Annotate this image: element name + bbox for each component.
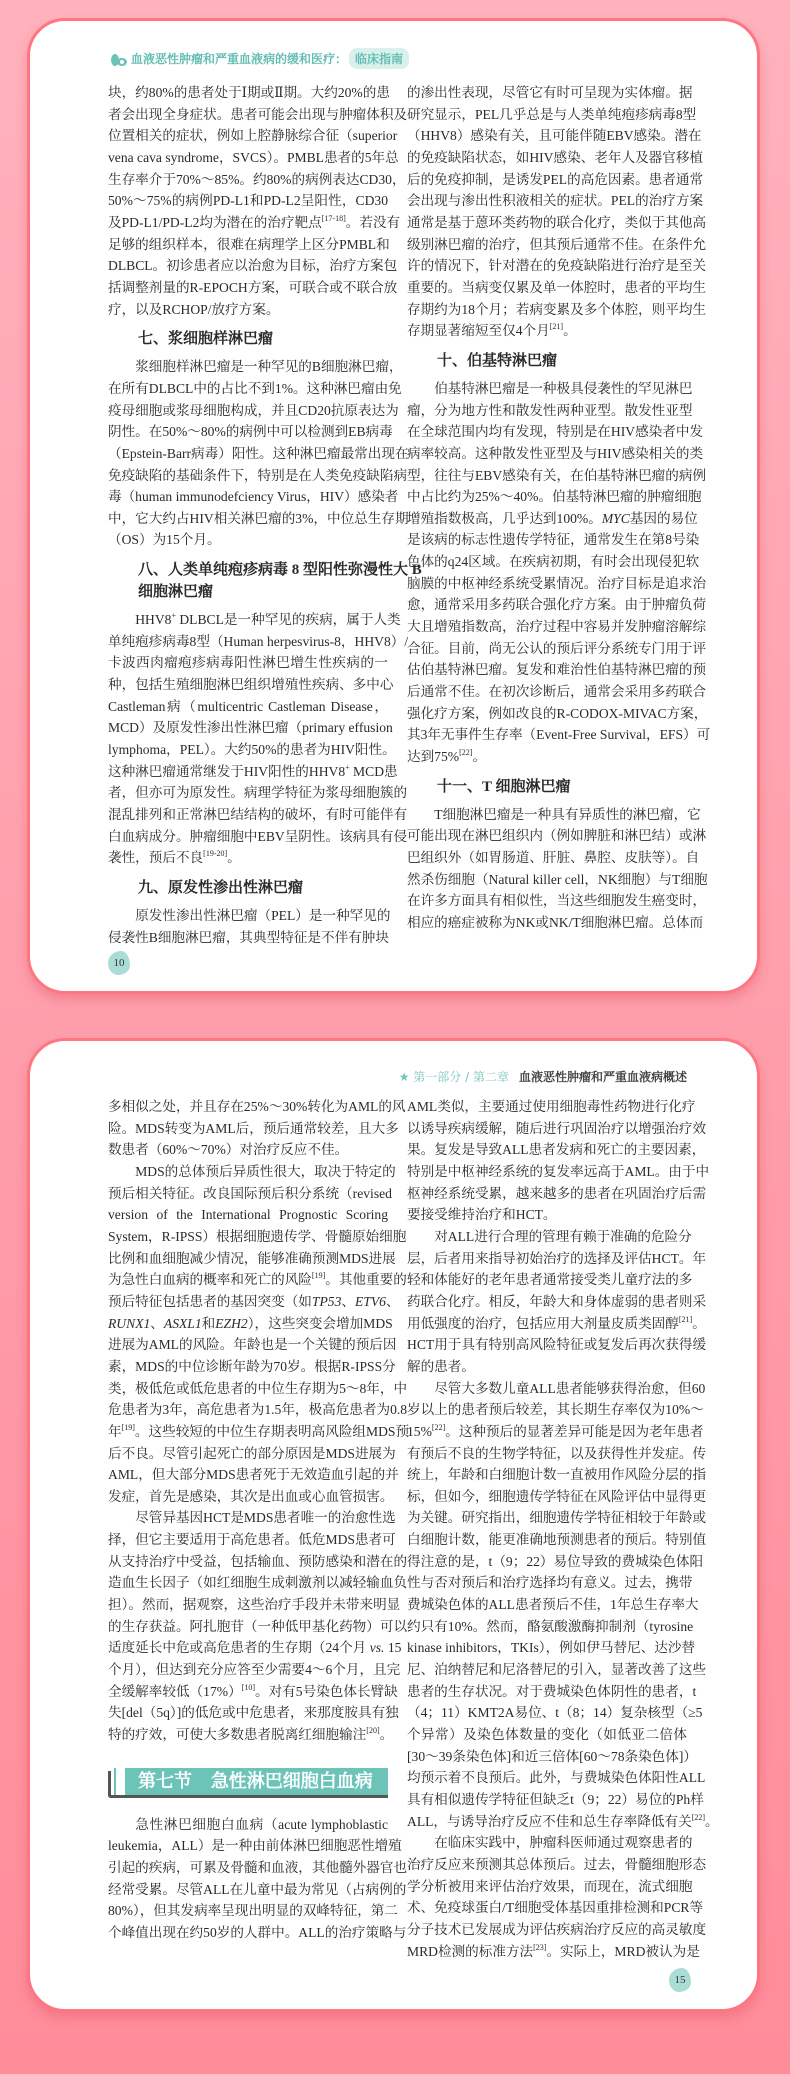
text-line: 80%），但其发病率呈现出明显的双峰特征，第二 [108, 1903, 398, 1919]
text-line: 免疫缺陷的基础条件下，特别是在人类免疫缺陷病 [108, 467, 408, 483]
banner-strip [116, 1768, 125, 1795]
text-run: 。对有5号染色体长臂缺 [255, 1683, 398, 1699]
text-line: System，R-IPSS）根据细胞遗传学、骨髓原始细胞 [108, 1228, 407, 1244]
text-run: 年 [108, 1423, 122, 1439]
text-line: lymphoma，PEL）。大约50%的患者为HIV阳性。 [108, 742, 396, 758]
text-line: 数患者（60%～70%）对治疗反应不佳。 [108, 1142, 349, 1158]
text-line: [30～39条染色体]和近三倍体[60～78条染色体]） [407, 1748, 697, 1764]
text-line: 会出现与渗出性积液相关的症状。PEL的治疗方案 [407, 193, 704, 209]
citation-superscript: + [171, 611, 176, 621]
text-line: 白血病成分。肿瘤细胞中EBV呈阴性。该病具有侵 [108, 828, 408, 844]
text-line: 侵袭性B细胞淋巴瘤，其典型特征是不伴有肿块 [108, 929, 389, 945]
book-page-15 [27, 1038, 760, 2012]
text-run: 为急性白血病的概率和死亡的风险 [108, 1272, 312, 1288]
heading-line: 八、人类单纯疱疹病毒 8 型阳性弥漫性大 B [138, 562, 422, 579]
text-line: 进展为AML的风险。年龄也是一个关键的预后因 [108, 1337, 397, 1353]
paragraph [407, 804, 708, 934]
text-line: 约只有10%。然而，酪氨酸激酶抑制剂（tyrosine [407, 1618, 694, 1634]
section-heading: 急性淋巴细胞白血病 [210, 1770, 373, 1792]
text-line: 经常受累。尽管ALL在儿童中最为常见（占病例的 [108, 1881, 407, 1897]
text-line: 原发性渗出性淋巴瘤（PEL）是一种罕见的 [135, 908, 391, 923]
heading-line: 十、伯基特淋巴瘤 [437, 352, 558, 369]
running-header [399, 1068, 687, 1085]
citation-superscript: [19-20] [203, 849, 228, 859]
text-line: 中占比约为25%～40%。伯基特淋巴瘤的肿瘤细胞 [407, 489, 702, 505]
text-line: （4；11）KMT2A易位、t（8；14）复杂核型（≥5 [407, 1705, 703, 1721]
text-line: 合征。目前，尚无公认的预后评分系统专门用于评 [407, 640, 707, 656]
text-line: 在许多方面具有相似性，当这些细胞发生癌变时， [407, 893, 707, 909]
text-run: 15 [384, 1640, 402, 1656]
text-run: HHV8 [135, 612, 172, 628]
heading-line: 细胞淋巴瘤 [138, 584, 214, 601]
text-run: 用低强度的治疗，包括应用大剂量皮质类固醇 [407, 1315, 679, 1331]
text-line: 色体的q24区域。在疾病初期，有时会出现侵犯软 [407, 554, 700, 570]
text-line: 块，约80%的患者处于Ⅰ期或Ⅱ期。大约20%的患 [108, 85, 390, 100]
text-line: 在所有DLBCL中的占比不到1%。这种淋巴瘤由免 [108, 380, 402, 396]
text-line [108, 1269, 407, 1291]
text-line: 50%～75%的病例PD-L1和PD-L2呈阳性，CD30 [108, 193, 388, 209]
text-line: Castleman病（multicentric Castleman Disease， [108, 698, 388, 714]
text-line: 在临床实践中，肿瘤科医师通过观察患者的 [434, 1835, 693, 1851]
text-line [108, 847, 388, 869]
heading-line: 十一、T 细胞淋巴瘤 [437, 778, 571, 795]
text-run: 达到75% [407, 749, 460, 765]
text-line: 疫母细胞或浆母细胞构成，并且CD20抗原表达为 [108, 402, 399, 418]
text-run: DLBCL是一种罕见的疾病，属于人类 [175, 612, 401, 628]
paragraph [108, 1161, 410, 1508]
citation-superscript: [21] [549, 322, 564, 332]
text-line: 愈，通常采用多药联合强化疗方案。由于肿瘤负荷 [407, 597, 707, 613]
text-line [407, 320, 687, 342]
page-number: 15 [669, 1968, 691, 1992]
citation-superscript: + [345, 762, 350, 772]
text-line: 统上，年龄和白细胞计数一直被用作风险分层的指 [407, 1467, 707, 1483]
text-run: 。 [379, 1727, 394, 1743]
text-line: 尽管大多数儿童ALL患者能够获得治愈，但60 [434, 1380, 706, 1396]
text-run: 预后特征包括患者的基因突变（如 [108, 1293, 312, 1309]
text-line: 括调整剂量的R-EPOCH方案，可联合或不联合放 [108, 279, 398, 295]
text-run: ALL，与诱导治疗反应不佳和总生存率降低有关 [407, 1813, 692, 1829]
text-line: 分子技术已发展成为评估疾病治疗反应的高灵敏度 [407, 1921, 707, 1937]
text-line [108, 609, 401, 631]
text-run: 特的疗效，可使大多数患者脱离红细胞输注 [108, 1727, 367, 1743]
text-line: 对ALL进行合理的管理有赖于准确的危险分 [434, 1228, 692, 1244]
text-line: kinase inhibitors，TKIs），例如伊马替尼、达沙替 [407, 1640, 696, 1656]
text-line: 尼、泊纳替尼和尼洛替尼的引入，显著改善了这些 [407, 1662, 707, 1678]
subsection-heading [407, 776, 687, 798]
text-line: 的免疫缺陷状态，如HIV感染、老年人及器官移植 [407, 149, 704, 165]
citation-superscript: [22] [431, 1422, 446, 1432]
text-line: 具有相似遗传学特征但缺乏t（9；22）易位的Ph样 [407, 1792, 704, 1807]
text-run: ），这些突变会增加MDS [247, 1315, 393, 1331]
text-line: 造血生长因子（如红细胞生成刺激剂以减轻输血负 [108, 1575, 408, 1591]
left-column [108, 82, 422, 948]
text-line: 卡波西肉瘤疱疹病毒阳性淋巴增生性疾病的一 [108, 655, 388, 671]
text-line: 以诱导疾病缓解，随后进行巩固治疗以增强治疗效 [407, 1120, 707, 1136]
text-line: （HHV8）感染有关，且可能伴随EBV感染。潜在 [407, 128, 702, 144]
text-run: 。这种预后的显著差异可能是因为老年患者 [445, 1423, 704, 1439]
text-line: 通常是基于蒽环类药物的联合化疗，类似于其他高 [407, 214, 707, 230]
text-line: 单纯疱疹病毒8型（Human herpesvirus-8，HHV8）/ [108, 633, 409, 649]
text-line: 位置相关的症状，例如上腔静脉综合征（superior [108, 128, 398, 144]
text-line: 个异常）及染色体数量的变化（如低亚二倍体 [407, 1727, 687, 1743]
text-run: 、 [341, 1293, 355, 1309]
citation-superscript: [21] [678, 1314, 693, 1324]
text-run: 、 [150, 1315, 164, 1331]
text-line: 的渗出性表现，尽管它有时可呈现为实体瘤。据 [407, 85, 693, 100]
text-line: 素，MDS的中位诊断年龄为70岁。根据R-IPSS分 [108, 1358, 396, 1374]
text-line: 术、免疫球蛋白/T细胞受体基因重排检测和PCR等 [407, 1900, 704, 1916]
text-line: 发症，首先是感染，其次是出血或心血管损害。 [108, 1488, 394, 1504]
text-line: 比例和血细胞减少情况，能够准确预测MDS进展 [108, 1250, 396, 1266]
text-line: 阴性。在50%～80%的病例中可以检测到EB病毒 [108, 424, 393, 440]
citation-superscript: [20] [366, 1726, 380, 1736]
italic-term: ETV6 [354, 1293, 386, 1309]
text-line: 浆细胞样淋巴瘤是一种罕见的B细胞淋巴瘤， [135, 359, 403, 375]
text-line: 患者的生存状况。对于费城染色体阴性的患者，t [407, 1683, 697, 1699]
paragraph [108, 82, 408, 320]
text-run: 全缓解率较低（17%） [108, 1683, 242, 1699]
text-run: 。 [472, 749, 487, 765]
subsection-heading [108, 877, 388, 899]
text-line: 性与否对预后和治疗选择均有意义。过去，携带 [407, 1575, 693, 1591]
text-line: 危患者为3年，高危患者为1.5年，极高危患者为0.8 [108, 1402, 408, 1418]
text-line: 的生存获益。阿扎胞苷（一种低甲基化药物）可以 [108, 1618, 408, 1634]
italic-term: ASXL1 [163, 1315, 202, 1331]
paragraph [108, 905, 391, 948]
text-line: 后不良。尽管引起死亡的部分原因是MDS进展为 [108, 1445, 396, 1461]
text-line: 许的情况下，针对潜在的免疫缺陷进行治疗是至关 [407, 258, 707, 274]
book-title: 血液恶性肿瘤和严重血液病的缓和医疗： [131, 52, 348, 66]
text-run: 。若没有 [345, 214, 401, 230]
text-line: 引起的疾病，可累及骨髓和血液，其他髓外器官也 [108, 1860, 408, 1875]
text-line: 可能出现在淋巴组织内（例如脾脏和淋巴结）或淋 [407, 828, 707, 844]
heading-line: 九、原发性渗出性淋巴瘤 [138, 880, 304, 896]
paragraph [407, 378, 711, 768]
star-icon: ★ [398, 1070, 410, 1084]
text-line: 险。MDS转变为AML后，预后通常较差，且大多 [108, 1120, 399, 1136]
citation-superscript: [19] [311, 1271, 326, 1281]
page-number: 10 [108, 951, 130, 975]
text-line: 为关键。研究指出，细胞遗传学特征相较于年龄或 [407, 1510, 707, 1526]
text-line: 多相似之处，并且存在25%～30%转化为AML的风 [108, 1099, 406, 1114]
text-line: 个月），但达到充分应答至少需要4～6个月，且完 [108, 1662, 401, 1678]
subsection-heading [108, 559, 422, 603]
text-line: 在全球范围内均有发现，特别是在HIV感染者中发 [407, 424, 704, 440]
text-line [108, 761, 398, 783]
section-title [138, 1768, 373, 1795]
text-line [407, 508, 698, 530]
text-line [407, 1421, 704, 1443]
citation-superscript: [17-18] [321, 213, 346, 223]
paragraph [407, 1378, 719, 1833]
paragraph [108, 1814, 408, 1944]
text-line: 择，但它主要适用于高危患者。低危MDS患者可 [108, 1532, 396, 1548]
paragraph [108, 1507, 408, 1745]
text-run: 增殖指数极高，几乎达到100%。 [407, 510, 602, 526]
text-line: 型，往往与EBV感染有关，在伯基特淋巴瘤的病例 [407, 467, 707, 483]
paragraph [108, 1096, 406, 1161]
text-line: （Epstein-Barr病毒）阳性。这种淋巴瘤最常出现在 [108, 445, 409, 461]
italic-term: MYC [601, 510, 630, 526]
text-line: 研究显示，PEL几乎总是与人类单纯疱疹病毒8型 [407, 106, 697, 122]
text-line: 类，极低危或低危患者的中位生存期为5～8年，中 [108, 1380, 408, 1396]
book-page-10 [27, 18, 760, 994]
text-line: 种，包括生殖细胞淋巴组织增殖性疾病、多中心 [108, 677, 394, 693]
text-line: 从支持治疗中受益，包括输血、预防感染和潜在的 [108, 1553, 408, 1569]
citation-superscript: [22] [691, 1812, 706, 1822]
text-line: 轻和体能好的老年患者通常接受类儿童疗法的多 [407, 1272, 693, 1288]
text-line: 有预后不良的生物学特征，以及获得性并发症。传 [407, 1445, 707, 1461]
text-line: 其3年无事件生存率（Event-Free Survival，EFS）可 [407, 727, 711, 743]
paragraph [407, 1096, 710, 1226]
text-line: 个峰值出现在约50岁的人群中。ALL的治疗策略与 [108, 1924, 407, 1940]
text-line: 存期约为18个月；若病变累及多个体腔，则平均生 [407, 301, 707, 317]
text-run: 和 [201, 1315, 216, 1331]
text-line: 层，后者用来指导初始治疗的选择及评估HCT。年 [407, 1250, 707, 1266]
text-line: 伯基特淋巴瘤是一种极具侵袭性的罕见淋巴 [434, 380, 693, 396]
book-logo-icon [110, 51, 128, 67]
right-column [407, 82, 711, 934]
text-line: 足够的组织样本，很难在病理学上区分PMBL和 [108, 236, 390, 252]
text-line [407, 1811, 719, 1833]
text-line: 相应的癌症被称为NK或NK/T细胞淋巴瘤。总体而 [407, 914, 704, 930]
text-line: 学分析被用来评估治疗效果，而现在，流式细胞 [407, 1878, 693, 1894]
text-line [108, 1421, 410, 1443]
text-line: T细胞淋巴瘤是一种具有异质性的淋巴瘤，它 [434, 806, 701, 822]
text-line: vena cava syndrome，SVCS）。PMBL患者的5年总 [108, 149, 399, 165]
text-line: 后的免疫抑制，是诱发PEL的高危因素。患者通常 [407, 171, 704, 187]
heading-line: 七、浆细胞样淋巴瘤 [138, 331, 274, 348]
text-run: 、 [385, 1293, 400, 1309]
text-run: 及PD-L1/PD-L2均为潜在的治疗靶点 [108, 214, 322, 230]
text-line: leukemia，ALL）是一种由前体淋巴细胞恶性增殖 [108, 1838, 402, 1854]
text-line: 生存率介于70%～85%。约80%的病例表达CD30， [108, 171, 406, 187]
text-line: 大且增殖指数高，治疗过程中容易并发肿瘤溶解综 [407, 619, 707, 635]
text-line: DLBCL。初诊患者应以治愈为目标，治疗方案包 [108, 258, 398, 274]
text-line: 治疗反应来预测其总体预后。过去，骨髓细胞形态 [407, 1856, 707, 1872]
text-run: 。 [227, 850, 241, 866]
text-line: 得注意的是，t（9；22）易位导致的费城染色体阳 [407, 1553, 704, 1569]
section-banner [108, 1768, 388, 1798]
text-line: 均预示着不良预后。此外，与费城染色体阳性ALL [407, 1770, 706, 1786]
chapter-title: 血液恶性肿瘤和严重血液病概述 [518, 1070, 687, 1084]
text-line: MCD）及原发性渗出性淋巴瘤（primary effusion [108, 720, 393, 736]
text-run: 。 [563, 323, 577, 339]
text-line: MDS的总体预后异质性很大，取决于特定的 [135, 1163, 396, 1179]
text-line: AML，但大部分MDS患者死于无效造血引起的并 [108, 1467, 399, 1483]
text-run: MRD检测的标准方法 [407, 1943, 534, 1959]
text-line [108, 1637, 402, 1659]
italic-term: EZH2 [215, 1315, 248, 1331]
text-line: 估伯基特淋巴瘤。复发和难治性伯基特淋巴瘤的预 [407, 662, 707, 678]
text-line [407, 1941, 700, 1963]
text-line: （OS）为15个月。 [108, 532, 221, 548]
text-line: 白细胞计数，能更准确地预测患者的预后。特别值 [407, 1532, 707, 1548]
text-line: 者，但亦可为原发性。病理学特征为浆母细胞簇的 [108, 785, 408, 801]
text-line: 岁以上的患者预后较差，其长期生存率仅为10%～ [407, 1402, 704, 1418]
text-line: 毒（human immunodefciency Virus，HIV）感染者 [108, 489, 399, 505]
text-line: 急性淋巴细胞白血病（acute lymphoblastic [135, 1816, 388, 1832]
text-run: 适度延长中危或高危患者的生存期（24个月 [108, 1640, 370, 1656]
citation-superscript: [23] [533, 1942, 547, 1952]
running-header [110, 48, 409, 69]
text-line: 是该病的标志性遗传学特征，通常发生在第8号染 [407, 532, 700, 548]
text-run: 袭性，预后不良 [108, 850, 204, 866]
text-line: 枢神经系统受累，越来越多的患者在巩固治疗后需 [407, 1185, 707, 1201]
text-line: 失[del（5q）]的低危或中危患者，来那度胺具有独 [108, 1705, 399, 1721]
text-line: 者会出现全身症状。患者可能会出现与肿瘤体积及 [108, 106, 408, 122]
text-line: 病率较高。这种散发性亚型及与HIV感染相关的类 [407, 445, 704, 461]
text-line: 脑膜的中枢神经系统受累情况。治疗目标是追求治 [407, 575, 707, 591]
text-line: 标，但如今，细胞遗传学特征在风险评估中显得更 [407, 1488, 707, 1504]
text-line [108, 1724, 394, 1746]
text-line: 果。复发是导致ALL患者发病和死亡的主要因素， [407, 1142, 706, 1158]
text-line [407, 1313, 706, 1335]
text-line [407, 746, 687, 768]
italic-term: vs. [369, 1640, 385, 1656]
paragraph [407, 1832, 707, 1962]
text-line: 药联合化疗。相反，年龄大和身体虚弱的患者则采 [407, 1293, 707, 1309]
text-run: 。这些较短的中位生存期表明高风险组MDS预 [134, 1423, 410, 1439]
text-line [108, 1291, 400, 1313]
left-column [108, 1096, 410, 1944]
text-line: 解的患者。 [407, 1358, 475, 1374]
text-run: 存期显著缩短至仅4个月 [407, 323, 550, 339]
text-run: 这种淋巴瘤通常继发于HIV阳性的HHV8 [108, 763, 346, 779]
text-line: 预后相关特征。改良国际预后积分系统（revised [108, 1185, 392, 1201]
paragraph [108, 356, 409, 551]
text-run: MCD患 [349, 763, 398, 779]
text-line: 费城染色体的ALL患者预后不佳，1年总生存率大 [407, 1597, 699, 1613]
subsection-heading [407, 350, 687, 372]
text-line: 强化疗方案，例如改良的R-CODOX-MIVAC方案， [407, 705, 708, 721]
text-line [108, 1313, 393, 1335]
paragraph [407, 1226, 707, 1378]
text-line: 混乱排列和正常淋巴结结构的破坏，有时可能伴有 [108, 807, 408, 823]
text-line: 要接受维持治疗和HCT。 [407, 1207, 557, 1223]
text-run: 基因的易位 [629, 510, 698, 526]
text-line: 瘤，分为地方性和散发性两种亚型。散发性亚型 [407, 402, 693, 418]
text-line [108, 1681, 398, 1703]
text-run: 。其他重要的 [325, 1272, 407, 1288]
text-line: HCT用于具有特别高风险特征或复发后再次获得缓 [407, 1337, 707, 1353]
paragraph [407, 82, 707, 342]
text-line: 特别是中枢神经系统的复发率远高于AML。由于中 [407, 1163, 710, 1179]
text-line: 中，它大约占HIV相关淋巴瘤的3%，中位总生存期 [108, 510, 409, 526]
text-line: AML类似，主要通过使用细胞毒性药物进行化疗 [407, 1099, 696, 1114]
part-chapter-label: 第一部分 / 第二章 [413, 1070, 509, 1084]
text-line: 重要的。当病变仅累及单一体腔时，患者的平均生 [407, 279, 707, 295]
citation-superscript: [10] [241, 1682, 255, 1692]
text-line: 巴组织外（如胃肠道、肝脏、鼻腔、皮肤等）。自 [407, 850, 700, 865]
text-run: 15% [407, 1423, 432, 1439]
citation-superscript: [22] [459, 748, 473, 758]
text-run: 。 [692, 1315, 706, 1331]
text-line: 担）。然而，据观察，这些治疗手段并未带来明显 [108, 1597, 401, 1613]
italic-term: RUNX1 [108, 1315, 151, 1331]
text-line: 然杀伤细胞（Natural killer cell，NK细胞）与T细胞 [407, 871, 708, 887]
citation-superscript: [19] [121, 1422, 135, 1432]
text-line: 疗，以及RCHOP/放疗方案。 [108, 301, 280, 317]
section-number: 第七节 [138, 1770, 192, 1792]
text-line: version of the International Prognostic Scoring [108, 1207, 388, 1223]
text-run: 。实际上，MRD被认为是 [546, 1943, 700, 1959]
subsection-heading [108, 328, 388, 350]
text-line: 后通常不佳。在初次诊断后，通常会采用多药联合 [407, 684, 707, 700]
right-column [407, 1096, 719, 1962]
paragraph [108, 609, 409, 869]
italic-term: TP53 [311, 1293, 342, 1309]
text-line: 尽管异基因HCT是MDS患者唯一的治愈性选 [135, 1510, 396, 1526]
text-line [108, 212, 401, 234]
text-run: 。 [705, 1813, 719, 1829]
book-subtitle-badge: 临床指南 [349, 48, 409, 69]
text-line: 级别淋巴瘤的治疗，但其预后通常不佳。在条件允 [407, 236, 707, 252]
